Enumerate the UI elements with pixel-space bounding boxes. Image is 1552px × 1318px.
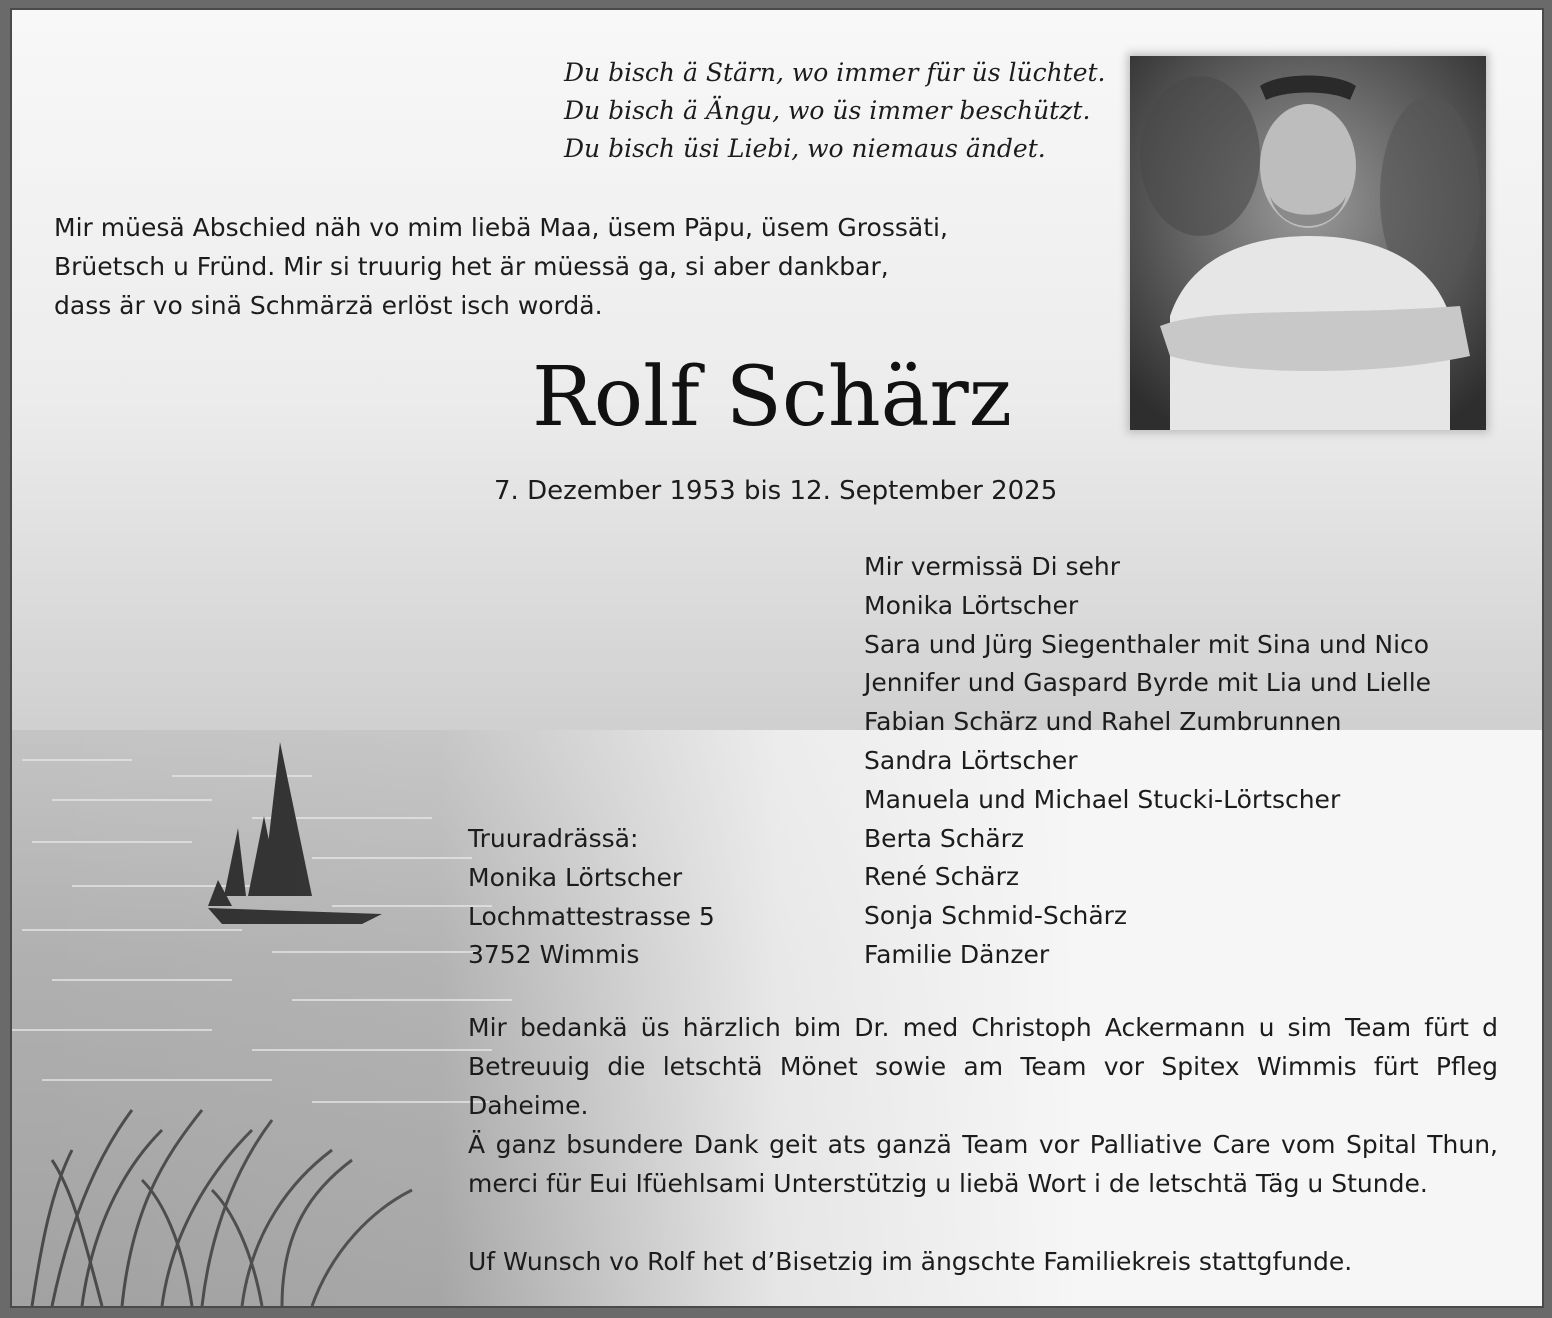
mourner-line: René Schärz (864, 862, 1019, 892)
intro-line: Brüetsch u Fründ. Mir si truurig het är müessä ga, si aber dankbar, (54, 252, 889, 281)
mourner-line: Monika Lörtscher (864, 590, 1079, 620)
poem (564, 54, 1124, 168)
portrait-photo (1130, 56, 1486, 430)
address-line: Monika Lörtscher (468, 862, 683, 892)
mourner-line: Sonja Schmid-Schärz (864, 901, 1128, 931)
intro-line: dass är vo sinä Schmärzä erlöst isch wordä. (54, 291, 603, 320)
mourner-line: Manuela und Michael Stucki-Lörtscher (864, 784, 1341, 814)
mourner-line: Familie Dänzer (864, 939, 1050, 969)
life-dates: 7. Dezember 1953 bis 12. September 2025 (494, 476, 1058, 506)
address-line: Truuradrässä: (468, 824, 639, 853)
mourner-line: Berta Schärz (864, 823, 1025, 853)
mourner-line: Jennifer und Gaspard Byrde mit Lia und Lielle (864, 668, 1432, 698)
intro-text (54, 208, 1014, 325)
poem-line: Du bisch ä Stärn, wo immer für üs lüchtet. (564, 58, 1106, 87)
mourner-line: Sara und Jürg Siegenthaler mit Sina und Nico (864, 629, 1430, 659)
mourners-list (864, 548, 1524, 975)
poem-line: Du bisch üsi Liebi, wo niemaus ändet. (564, 134, 1046, 163)
thanks-paragraph: Mir bedankä üs härzlich bim Dr. med Christoph Ackermann u sim Team fürt d Betreuuig die letschtä Mönet sowie am Team vor Spitex Wimmis fürt Pfleg Daheime. (468, 1013, 1498, 1120)
intro-line: Mir müesä Abschied näh vo mim liebä Maa, üsem Päpu, üsem Grossäti, (54, 213, 948, 242)
address-line: 3752 Wimmis (468, 940, 640, 970)
mourning-address (468, 820, 808, 975)
mourner-line: Sandra Lörtscher (864, 745, 1078, 775)
thanks-text (468, 1008, 1498, 1203)
thanks-paragraph: Ä ganz bsundere Dank geit ats ganzä Team vor Palliative Care vom Spital Thun, merci für Eui Ifüehlsami Unterstützig u liebä Wort i de letschtä Täg u Stunde. (468, 1130, 1498, 1198)
poem-line: Du bisch ä Ängu, wo üs immer beschützt. (564, 96, 1091, 125)
mourner-line: Mir vermissä Di sehr (864, 552, 1121, 581)
obituary-page (12, 10, 1542, 1306)
deceased-name: Rolf Schärz (532, 350, 1012, 445)
mourner-line: Fabian Schärz und Rahel Zumbrunnen (864, 707, 1342, 737)
address-line: Lochmattestrasse 5 (468, 901, 715, 931)
closing-note: Uf Wunsch vo Rolf het d’Bisetzig im ängschte Familiekreis stattgfunde. (468, 1247, 1353, 1276)
